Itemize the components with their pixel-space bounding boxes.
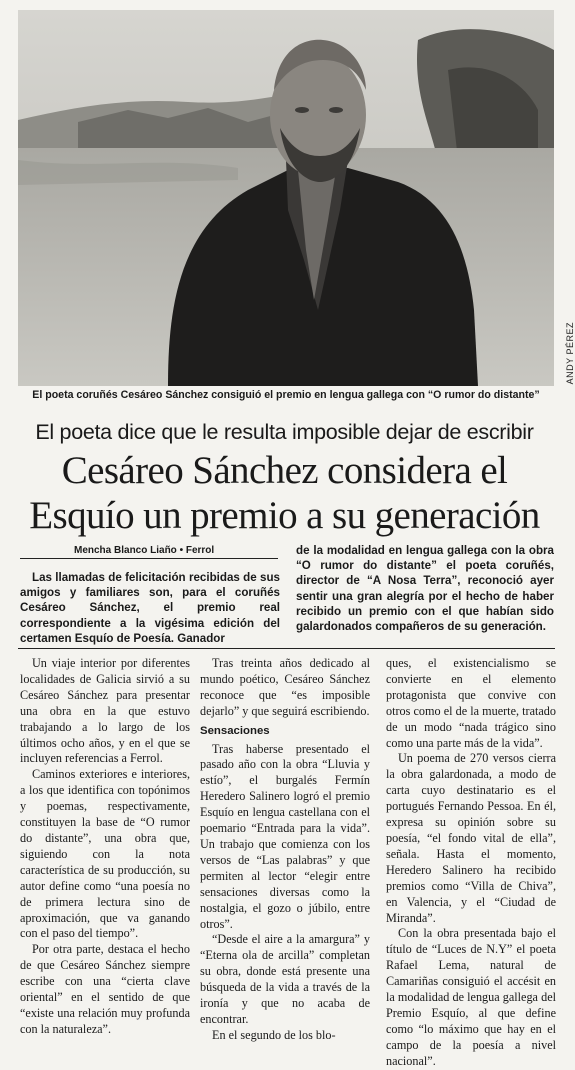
paragraph: ques, el existencialismo se convierte en el elemento protagonista que convive con otros como el de la muerte, tratado de un modo “nada trágico sino como una parte más de la vida”. bbox=[386, 656, 556, 750]
paragraph: Con la obra presentada bajo el título de “Luces de N.Y” el poeta Rafael Lema, natural de Camariñas consiguió el accésit en la modalidad de lengua gallega del Premio Esquío, al que define como “lo máximo que hay en el campo de la poesía a nivel nacional”. bbox=[386, 926, 556, 1068]
byline: Mencha Blanco Liaño • Ferrol bbox=[74, 545, 215, 556]
paragraph: En el segundo de los blo- bbox=[212, 1027, 336, 1042]
headline-line-2: Esquío un premio a su generación bbox=[29, 494, 540, 537]
paragraph: Un poema de 270 versos cierra la obra galardonada, a modo de carta cuyo destinatario es el portugués Fernando Pessoa. En él, expresa su opinión sobre su poesía, “el fondo vital de ella”, señala. Hasta el momento, Heredero Salinero ha recibido premios como “Villa de Chiva”, en Valencia, y el “Ciudad de Miranda”. bbox=[386, 751, 556, 925]
article-kicker: El poeta dice que le resulta imposible dejar de escribir bbox=[35, 420, 534, 444]
body-column-1 bbox=[20, 656, 190, 1038]
byline-rule bbox=[20, 558, 278, 559]
body-column-2 bbox=[200, 656, 370, 1044]
article-photo bbox=[18, 10, 554, 386]
lede-divider bbox=[18, 648, 555, 649]
photo-caption: El poeta coruñés Cesáreo Sánchez consiguió el premio en lengua gallega con “O rumor do distante” bbox=[32, 389, 540, 401]
paragraph: Un viaje interior por diferentes localidades de Galicia sirvió a su Cesáreo Sánchez para presentar una obra en la que estuvo trabajando a lo largo de los últimos ocho años, y en el que se incluyen referencias a Ferrol. bbox=[20, 656, 190, 766]
body-column-3 bbox=[386, 656, 556, 1070]
lede-right: de la modalidad en lengua gallega con la obra “O rumor do distante” el poeta coruñés, director de “A Nosa Terra”, reconoció ayer sentir una gran alegría por el hecho de haber recibido un premio con el que habían sido galardonados compañeros de su generación. bbox=[296, 544, 554, 634]
lede-left: Las llamadas de felicitación recibidas de sus amigos y familiares son, para el coruñés Cesáreo Sánchez, el premio real correspondiente a la vigésima edición del certamen Esquío de Poesía. Ganador bbox=[20, 571, 280, 645]
article-headline bbox=[6, 448, 563, 538]
poet-portrait-image bbox=[18, 10, 554, 386]
paragraph: “Desde el aire a la amargura” y “Eterna ola de arcilla” completan su obra, donde está presente una búsqueda de la vida a través de la ironía y que no acaba de encontrar. bbox=[200, 932, 370, 1026]
photo-credit: ANDY PÉREZ bbox=[565, 322, 575, 385]
subheading: Sensaciones bbox=[200, 724, 270, 737]
paragraph: Caminos exteriores e interiores, a los que identifica con topónimos y poemas, respectivamente, constituyen la base de “O rumor do distante”, una obra que, siguiendo con la nota característica de su producción, su autor define como “una poesía no de primera lectura sino de aproximación, que va ganando con el paso del tiempo”. bbox=[20, 767, 190, 941]
headline-line-1: Cesáreo Sánchez considera el bbox=[61, 449, 508, 492]
paragraph: Tras haberse presentado el pasado año con la obra “Lluvia y estío”, el burgalés Fermín Heredero Salinero logró el premio Esquío en lengua castellana con el poemario “Entrada para la vida”. Un trabajo que comienza con los versos de “Las palabras” y que permiten al lector “elegir entre sensaciones diversas como la nostalgia, el gozo o júbilo, entre otros”. bbox=[200, 741, 370, 931]
paragraph: Tras treinta años dedicado al mundo poético, Cesáreo Sánchez reconoce que “es imposible dejarlo” y que seguirá escribiendo. bbox=[200, 656, 370, 718]
paragraph: Por otra parte, destaca el hecho de que Cesáreo Sánchez siempre escribe con una “cierta clave oriental” en el sentido de que “existe una relación muy profunda con la naturaleza”. bbox=[20, 942, 190, 1036]
